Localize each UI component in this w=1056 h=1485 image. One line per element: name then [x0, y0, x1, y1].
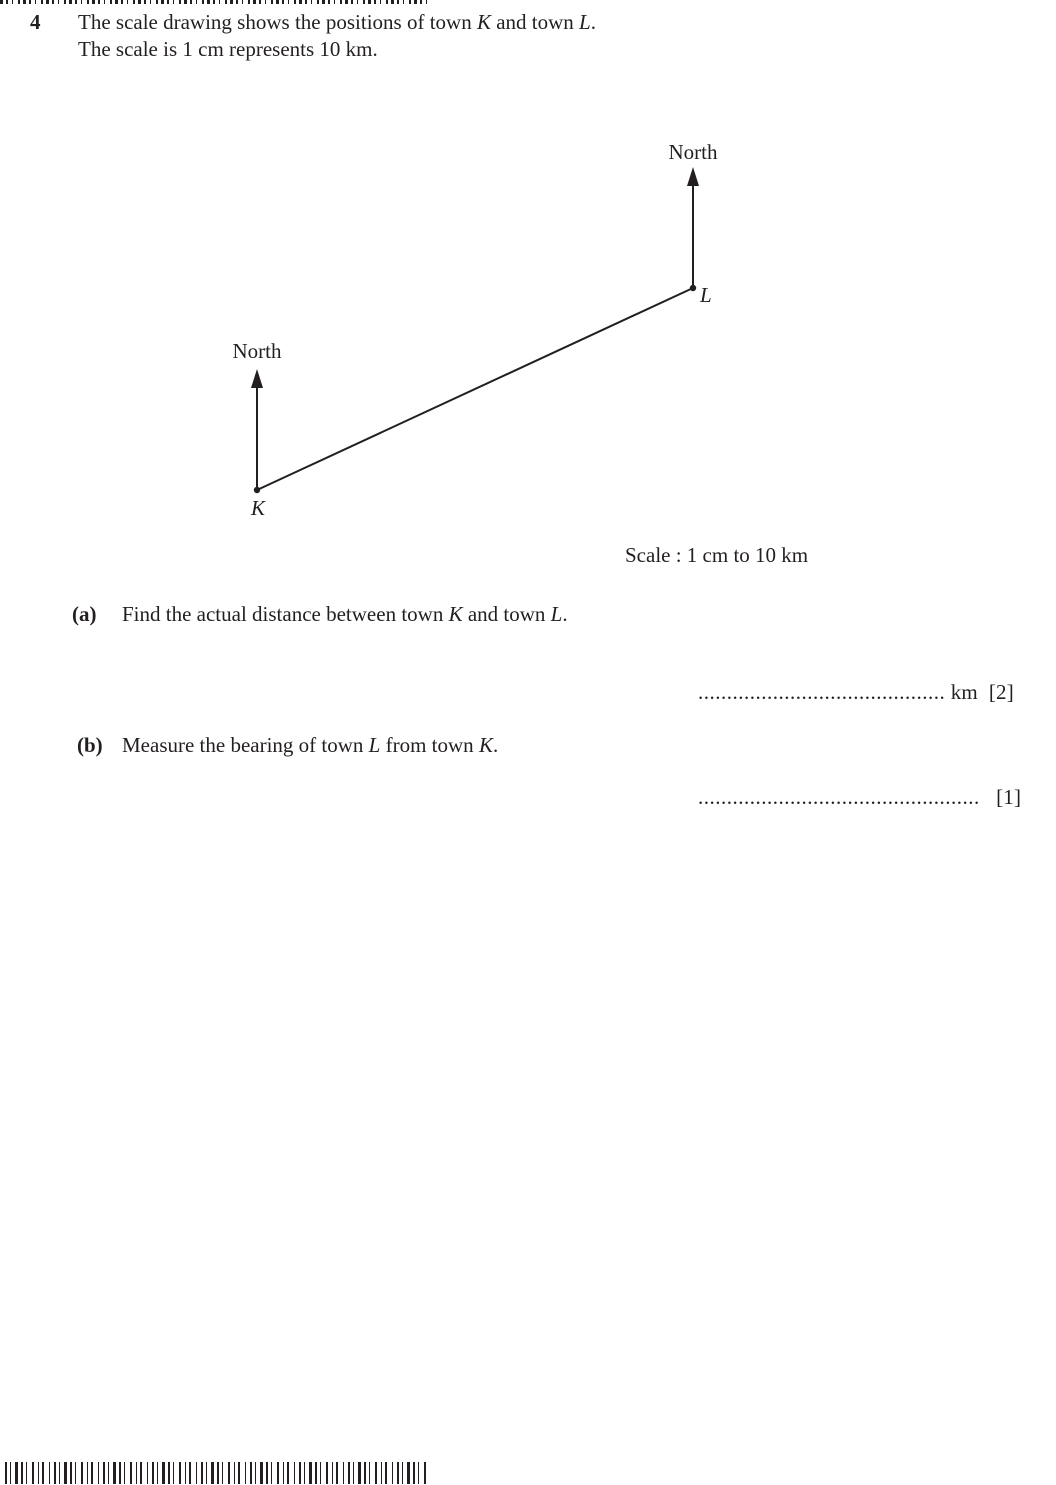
- barcode-bar: [196, 1462, 197, 1484]
- question-number: 4: [30, 10, 41, 34]
- point-l-label: L: [700, 283, 712, 307]
- barcode-bar: [211, 1462, 214, 1484]
- part-a-question: Find the actual distance between town K and town L.: [122, 602, 568, 626]
- barcode-bar: [255, 1462, 256, 1484]
- barcode-bar: [397, 1462, 399, 1484]
- barcode-bar: [326, 1462, 328, 1484]
- barcode-bar: [42, 1462, 44, 1484]
- barcode-bar: [201, 1462, 203, 1484]
- barcode-bar: [91, 1462, 93, 1484]
- barcode-bar: [260, 1462, 263, 1484]
- question-text-line2: The scale is 1 cm represents 10 km.: [78, 37, 378, 61]
- barcode-bar: [87, 1462, 88, 1484]
- barcode-bar: [238, 1462, 240, 1484]
- scale-note: Scale : 1 cm to 10 km: [625, 543, 809, 567]
- barcode-bar: [217, 1462, 219, 1484]
- north-label-k: North: [232, 339, 282, 363]
- barcode-bar: [168, 1462, 170, 1484]
- barcode-bar: [385, 1462, 387, 1484]
- north-arrowhead-k: [251, 369, 263, 388]
- barcode-bar: [5, 1462, 7, 1484]
- barcode-bar: [315, 1462, 317, 1484]
- barcode-bar: [250, 1462, 252, 1484]
- part-a-answer-line[interactable]: [698, 680, 1014, 705]
- part-b-answer-line[interactable]: [698, 785, 1021, 810]
- question-text-line1: The scale drawing shows the positions of town K and town L.: [78, 10, 596, 34]
- barcode-bar: [228, 1462, 230, 1484]
- barcode-bar: [381, 1462, 382, 1484]
- barcode-bar: [358, 1462, 361, 1484]
- barcode-bar: [283, 1462, 284, 1484]
- point-l: [690, 285, 696, 291]
- barcode-bar: [206, 1462, 207, 1484]
- barcode-bar: [413, 1462, 415, 1484]
- part-a-marks: [2]: [988, 680, 1014, 704]
- barcode-bar: [418, 1462, 419, 1484]
- barcode-bar: [353, 1462, 354, 1484]
- barcode-bar: [271, 1462, 272, 1484]
- bottom-barcode: [5, 1462, 427, 1484]
- barcode-bar: [185, 1462, 186, 1484]
- barcode-bar: [103, 1462, 105, 1484]
- scale-drawing: [0, 0, 1056, 600]
- part-b-answer-dots[interactable]: .................................................: [698, 785, 980, 809]
- barcode-bar: [136, 1462, 137, 1484]
- barcode-bar: [245, 1462, 246, 1484]
- barcode-bar: [369, 1462, 370, 1484]
- barcode-bar: [277, 1462, 279, 1484]
- barcode-bar: [304, 1462, 305, 1484]
- point-k-label: K: [251, 496, 266, 520]
- barcode-bar: [407, 1462, 410, 1484]
- barcode-bar: [266, 1462, 268, 1484]
- barcode-bar: [108, 1462, 109, 1484]
- barcode-bar: [424, 1462, 426, 1484]
- barcode-bar: [64, 1462, 67, 1484]
- barcode-bar: [32, 1462, 34, 1484]
- barcode-bar: [140, 1462, 142, 1484]
- part-a-answer-dots[interactable]: ...........................................: [698, 680, 946, 704]
- barcode-bar: [222, 1462, 223, 1484]
- barcode-bar: [287, 1462, 289, 1484]
- barcode-bar: [21, 1462, 23, 1484]
- barcode-bar: [49, 1462, 50, 1484]
- barcode-bar: [364, 1462, 366, 1484]
- barcode-bar: [10, 1462, 11, 1484]
- barcode-bar: [147, 1462, 148, 1484]
- part-a-unit: km: [950, 680, 978, 704]
- barcode-bar: [26, 1462, 27, 1484]
- barcode-bar: [157, 1462, 158, 1484]
- barcode-bar: [173, 1462, 174, 1484]
- north-arrowhead-l: [687, 167, 699, 186]
- barcode-bar: [320, 1462, 321, 1484]
- barcode-bar: [81, 1462, 83, 1484]
- barcode-bar: [332, 1462, 333, 1484]
- barcode-bar: [189, 1462, 191, 1484]
- barcode-bar: [119, 1462, 121, 1484]
- line-k-to-l: [257, 288, 693, 490]
- barcode-bar: [375, 1462, 377, 1484]
- barcode-bar: [299, 1462, 301, 1484]
- part-b-label: (b): [77, 733, 103, 757]
- barcode-bar: [309, 1462, 312, 1484]
- barcode-bar: [15, 1462, 18, 1484]
- barcode-bar: [124, 1462, 125, 1484]
- part-b-question: Measure the bearing of town L from town K.: [122, 733, 499, 757]
- barcode-bar: [294, 1462, 295, 1484]
- barcode-bar: [392, 1462, 393, 1484]
- barcode-bar: [402, 1462, 403, 1484]
- barcode-bar: [336, 1462, 338, 1484]
- part-a-label: (a): [72, 602, 97, 626]
- barcode-bar: [343, 1462, 344, 1484]
- point-k: [254, 487, 260, 493]
- barcode-bar: [59, 1462, 60, 1484]
- north-label-l: North: [668, 140, 718, 164]
- barcode-bar: [162, 1462, 165, 1484]
- barcode-bar: [152, 1462, 154, 1484]
- barcode-bar: [54, 1462, 56, 1484]
- barcode-bar: [70, 1462, 72, 1484]
- barcode-bar: [38, 1462, 39, 1484]
- barcode-bar: [98, 1462, 99, 1484]
- barcode-bar: [130, 1462, 132, 1484]
- barcode-bar: [75, 1462, 76, 1484]
- barcode-bar: [113, 1462, 116, 1484]
- barcode-bar: [234, 1462, 235, 1484]
- barcode-bar: [348, 1462, 350, 1484]
- part-b-marks: [1]: [996, 785, 1022, 809]
- barcode-bar: [179, 1462, 181, 1484]
